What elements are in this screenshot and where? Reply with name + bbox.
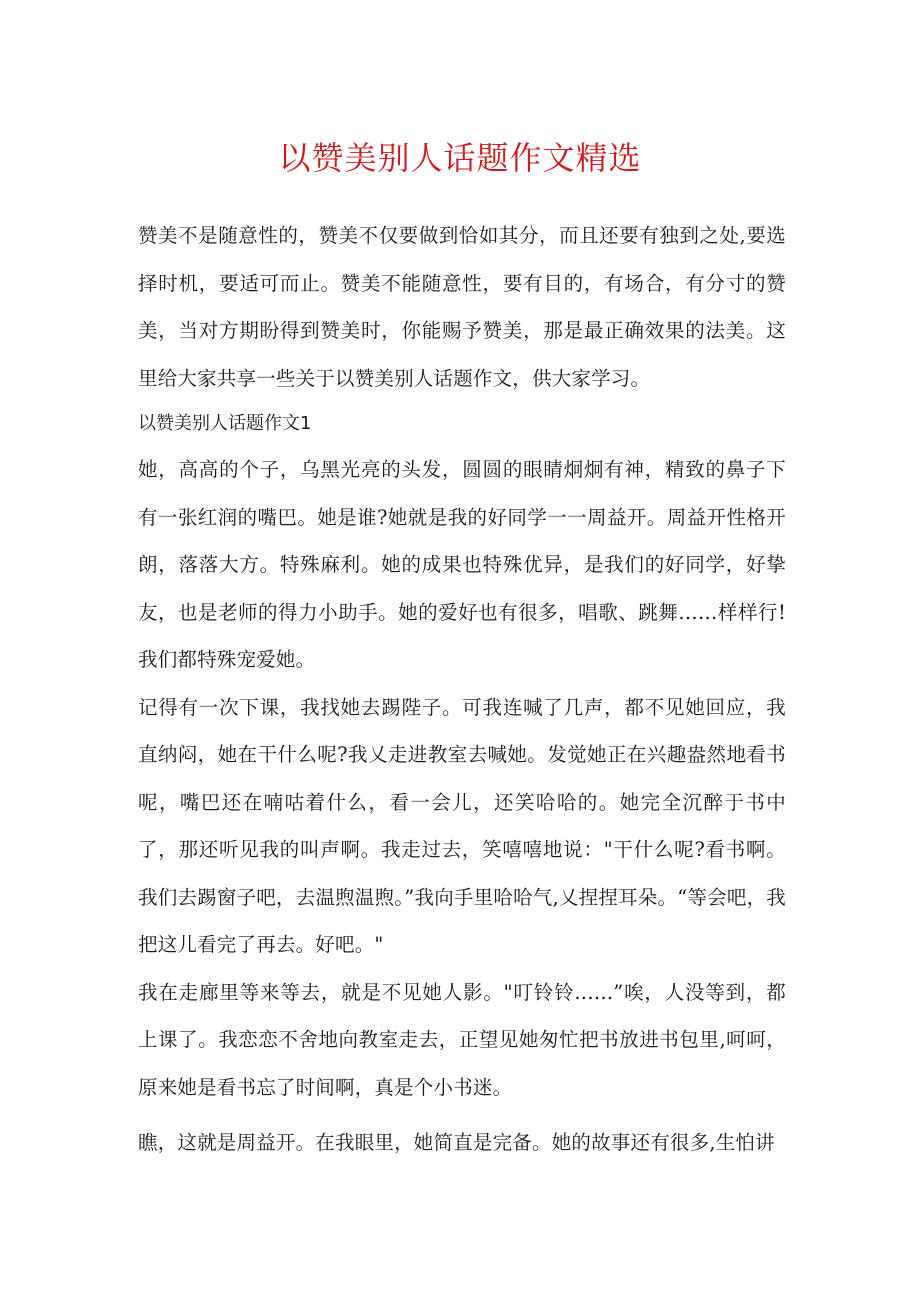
body-paragraph: 她，高高的个子，乌黑光亮的头发，圆圆的眼睛炯炯有神，精致的鼻子下有一张红润的嘴巴。她是谁?她就是我的好同学一一周益开。周益开性格开朗，落落大方。特殊麻利。她的成果也特殊优异，是我们的好同学，好挚友，也是老师的得力小助手。她的爱好也有很多，唱歌、跳舞……样样行!我们都特殊宠爱她。	[138, 458, 786, 671]
intro-paragraph: 赞美不是随意性的，赞美不仅要做到恰如其分，而且还要有独到之处,要选择时机，要适可而止。赞美不能随意性，要有目的，有场合，有分寸的赞美，当对方期盼得到赞美时，你能赐予赞美，那是最正确效果的法美。这里给大家共享一些关于以赞美别人话题作文，供大家学习。	[138, 224, 786, 390]
section-heading: 以赞美别人话题作文1	[138, 413, 312, 434]
document-title: 以赞美别人话题作文精选	[278, 139, 642, 177]
body-paragraph: 我在走廊里等来等去，就是不见她人影。"叮铃铃..….”唉，人没等到，都上课了。我恋恋不舍地向教室走去，正望见她匆忙把书放进书包里,呵呵，原来她是看书忘了时间啊，真是个小书迷。	[138, 980, 786, 1099]
body-paragraph: 记得有一次下课，我找她去踢陛子。可我连喊了几声，都不见她回应，我直纳闷，她在干什么呢?我乂走进教室去喊她。发觉她正在兴趣盎然地看书呢，嘴巴还在喃咕着什么，看一会儿，还笑哈哈的。她完全沉醉于书中了，那还听见我的叫声啊。我走过去，笑嘻嘻地说："干什么呢?看书啊。我们去踢窗子吧，去温煦温煦。”我向手里哈哈气,乂捏捏耳朵。“等会吧，我把这儿看完了再去。好吧。"	[138, 695, 786, 956]
document-body	[138, 212, 786, 1167]
body-paragraph: 瞧，这就是周益开。在我眼里，她简直是完备。她的故事还有很多,生怕讲	[138, 1131, 775, 1154]
